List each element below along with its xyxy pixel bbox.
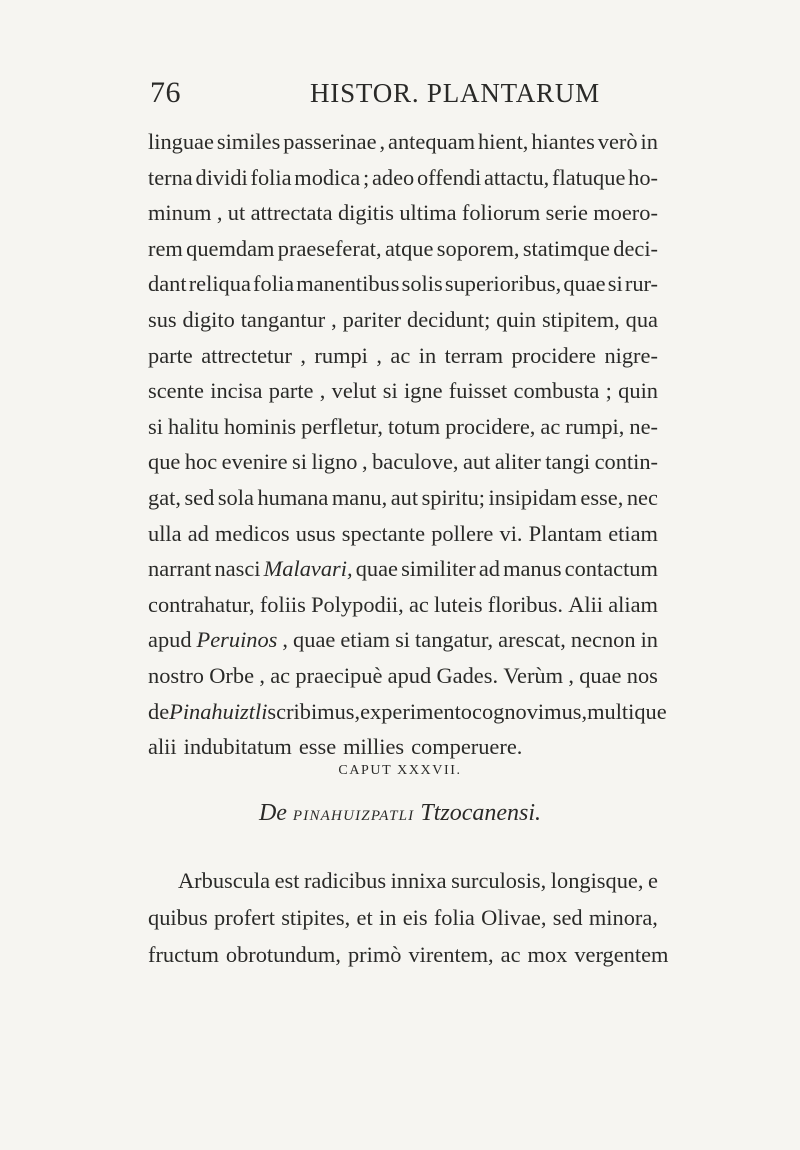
word: aut (462, 449, 491, 475)
word: manentibus (296, 271, 400, 297)
word: Arbuscula (178, 868, 271, 893)
word: sola (217, 484, 254, 510)
text-line (148, 658, 658, 694)
word: linguae (148, 129, 214, 154)
word: quae (579, 662, 622, 688)
word: nos (626, 662, 658, 688)
word: scente (148, 378, 204, 404)
word: arescat, (498, 627, 566, 653)
word: virentem, (408, 942, 494, 967)
chapter-title (0, 800, 800, 827)
word: superioribus, (444, 271, 562, 297)
word: stipites, (281, 905, 351, 930)
word: , (259, 662, 265, 688)
word: ; (605, 378, 612, 404)
word: floribus. (487, 591, 563, 617)
word: folia (250, 164, 292, 190)
word: quin (618, 378, 658, 404)
word: totum (387, 413, 441, 439)
word: halitu (167, 413, 219, 439)
word: aliam (608, 591, 658, 617)
word: modica (294, 164, 361, 190)
word: foliis (259, 591, 306, 617)
word: aut (390, 484, 419, 510)
word: Gades. (436, 662, 499, 688)
word: rumpi (314, 342, 368, 368)
word: quae (355, 556, 398, 582)
word: nec (626, 484, 658, 510)
word: ac (540, 413, 561, 439)
word: , (300, 342, 306, 368)
text-line (148, 899, 658, 936)
word: usus (295, 520, 336, 546)
word: quemdam (186, 235, 275, 261)
word: primò (347, 942, 402, 967)
word: soporem, (436, 235, 520, 261)
word: pariter (342, 306, 402, 332)
word: contactum (564, 556, 658, 582)
word: ac (500, 942, 521, 967)
word: gat, (148, 484, 181, 510)
word: millies (343, 734, 405, 760)
word: , (319, 378, 326, 404)
word: terna (148, 164, 193, 190)
word: cognovimus, (472, 698, 588, 724)
word: ne- (629, 413, 658, 439)
text-line (148, 409, 658, 445)
word: ac (408, 591, 429, 617)
word: digitis (337, 200, 394, 226)
word: qua (625, 306, 658, 332)
text-line (148, 622, 658, 658)
word: surculosis, (451, 868, 547, 893)
word: sus (148, 306, 177, 332)
word: manus (503, 556, 562, 582)
word: si (382, 378, 398, 404)
word: incisa (210, 378, 263, 404)
word: praecipuè (295, 662, 383, 688)
word: comperuere. (411, 734, 523, 760)
word: sed (552, 905, 583, 930)
word: experimento (360, 698, 473, 724)
word: longisque, (550, 868, 644, 893)
word: est (274, 868, 300, 893)
word: Orbe (209, 662, 255, 688)
word: solis (401, 271, 443, 297)
word: medicos (215, 520, 290, 546)
word: humana (257, 484, 329, 510)
word: esse (298, 734, 337, 760)
word: hiantes (531, 129, 595, 154)
word: nasci (214, 556, 261, 582)
word: , (568, 662, 574, 688)
word: igne (403, 378, 443, 404)
word: passerinae (283, 129, 377, 154)
word: serie (545, 200, 588, 226)
word: Peruinos (196, 627, 278, 653)
word: minora, (588, 905, 658, 930)
word: hominis (223, 413, 297, 439)
text-line (148, 160, 658, 196)
page-header (150, 76, 630, 116)
word: mox (527, 942, 568, 967)
word: tangantur (240, 306, 326, 332)
text-line (148, 480, 658, 516)
word: contrahatur, (148, 591, 255, 617)
page-number: 76 (150, 76, 181, 109)
word: ac (390, 342, 411, 368)
word: procidere, (445, 413, 536, 439)
word: combusta (513, 378, 600, 404)
word: fructum (148, 942, 219, 967)
word: insipidam (488, 484, 577, 510)
running-head: HISTOR. PLANTARUM (310, 78, 600, 108)
word: apud (387, 662, 432, 688)
word: , (331, 306, 337, 332)
word: Plantam (528, 520, 603, 546)
word: sed (184, 484, 215, 510)
word: in (640, 627, 658, 653)
word: contin- (594, 449, 658, 475)
word: luteis (434, 591, 483, 617)
word: quibus (148, 905, 208, 930)
text-line (148, 729, 658, 765)
word: si (607, 271, 623, 297)
word: in (418, 342, 437, 368)
paragraph-1 (148, 124, 667, 765)
word: baculove, (372, 449, 459, 475)
word: attrectata (250, 200, 333, 226)
word: scribimus, (267, 698, 361, 724)
text-line (148, 444, 658, 480)
word: procidere (511, 342, 596, 368)
word: attrectetur (201, 342, 292, 368)
text-line (148, 231, 658, 267)
text-line (148, 373, 658, 409)
chapter-heading: CAPUT XXXVII. (338, 763, 462, 778)
word: hoc (184, 449, 218, 475)
word: folia (253, 271, 295, 297)
word: Malavari, (263, 556, 353, 582)
word: dividi (195, 164, 248, 190)
word: spectante (341, 520, 426, 546)
word: multique (587, 698, 667, 724)
word: si (292, 449, 307, 475)
word: etiam (340, 627, 391, 653)
word: profert (214, 905, 275, 930)
word: innixa (390, 868, 447, 893)
text-line (148, 694, 667, 730)
word: stipitem, (541, 306, 620, 332)
word: radicibus (303, 868, 387, 893)
word: apud (148, 627, 192, 653)
word: ad (478, 556, 500, 582)
word: parte (268, 378, 314, 404)
word: foliorum (461, 200, 541, 226)
word: hient, (478, 129, 529, 154)
word: parte (148, 342, 193, 368)
text-line (148, 587, 658, 623)
word: nigre- (604, 342, 658, 368)
word: que (148, 449, 181, 475)
word: quae (293, 627, 336, 653)
word: , (282, 627, 289, 653)
word: esse, (580, 484, 624, 510)
word: , (216, 200, 223, 226)
word: ac (270, 662, 291, 688)
word: quae (563, 271, 606, 297)
word: e (647, 868, 658, 893)
word: si (148, 413, 163, 439)
word: praeseferat, (277, 235, 382, 261)
word: Polypodii, (311, 591, 404, 617)
chapter-title-prefix: De (258, 800, 287, 826)
word: verò (597, 129, 638, 154)
word: adeo (371, 164, 415, 190)
word: Pinahuiztli (169, 698, 268, 724)
word: in (378, 905, 397, 930)
word: evenire (221, 449, 288, 475)
word: ho- (628, 164, 658, 190)
word: atque (384, 235, 434, 261)
word: ulla (148, 520, 182, 546)
word: Olivae, (481, 905, 547, 930)
word: indubitatum (183, 734, 292, 760)
text-line (148, 338, 658, 374)
word: rumpi, (565, 413, 625, 439)
word: Verùm (503, 662, 564, 688)
word: similiter (401, 556, 476, 582)
text-line (148, 936, 669, 973)
word: attactu, (483, 164, 550, 190)
word: antequam (388, 129, 476, 154)
word: necnon (570, 627, 636, 653)
word: moero- (593, 200, 658, 226)
word: rur- (624, 271, 658, 297)
word: reliqua (188, 271, 251, 297)
word: ultima (399, 200, 457, 226)
word: ; (362, 164, 370, 190)
word: de (148, 698, 170, 724)
text-line (148, 302, 658, 338)
word: fuisset (448, 378, 508, 404)
word: perfletur, (301, 413, 383, 439)
word: ut (227, 200, 246, 226)
word: eis (402, 905, 428, 930)
word: narrant (148, 556, 212, 582)
word: deci- (613, 235, 658, 261)
word: velut (331, 378, 377, 404)
word: statimque (522, 235, 610, 261)
word: offendi (416, 164, 482, 190)
chapter-title-smallcaps: PINAHUIZPATLI (292, 808, 415, 824)
word: , (361, 449, 368, 475)
word: alii (148, 734, 177, 760)
chapter-title-suffix: Ttzocanensi. (420, 800, 542, 826)
word: minum (148, 200, 212, 226)
word: digito (182, 306, 235, 332)
word: dant (148, 271, 187, 297)
word: similes (216, 129, 281, 154)
word: tangi (545, 449, 591, 475)
word: folia (433, 905, 475, 930)
word: nostro (148, 662, 204, 688)
text-line (148, 551, 658, 587)
paragraph-2 (148, 862, 669, 973)
word: obrotundum, (225, 942, 341, 967)
word: si (395, 627, 411, 653)
word: flatuque (552, 164, 626, 190)
word: decidunt; (407, 306, 491, 332)
text-line (148, 266, 658, 302)
word: ad (187, 520, 209, 546)
word: in (640, 129, 658, 154)
text-line (148, 516, 658, 552)
word: aliter (494, 449, 541, 475)
word: vergentem (574, 942, 669, 967)
word: tangatur, (415, 627, 494, 653)
word: vi. (499, 520, 523, 546)
word: spiritu; (421, 484, 486, 510)
word: etiam (608, 520, 658, 546)
word: , (376, 342, 382, 368)
word: ligno (311, 449, 358, 475)
text-line (148, 195, 658, 231)
word: et (356, 905, 373, 930)
word: manu, (331, 484, 388, 510)
word: pollere (431, 520, 494, 546)
text-line (148, 124, 658, 160)
word: , (379, 129, 386, 154)
word: Alii (568, 591, 604, 617)
text-line (148, 862, 658, 899)
word: rem (148, 235, 183, 261)
word: terram (444, 342, 504, 368)
word: quin (496, 306, 537, 332)
